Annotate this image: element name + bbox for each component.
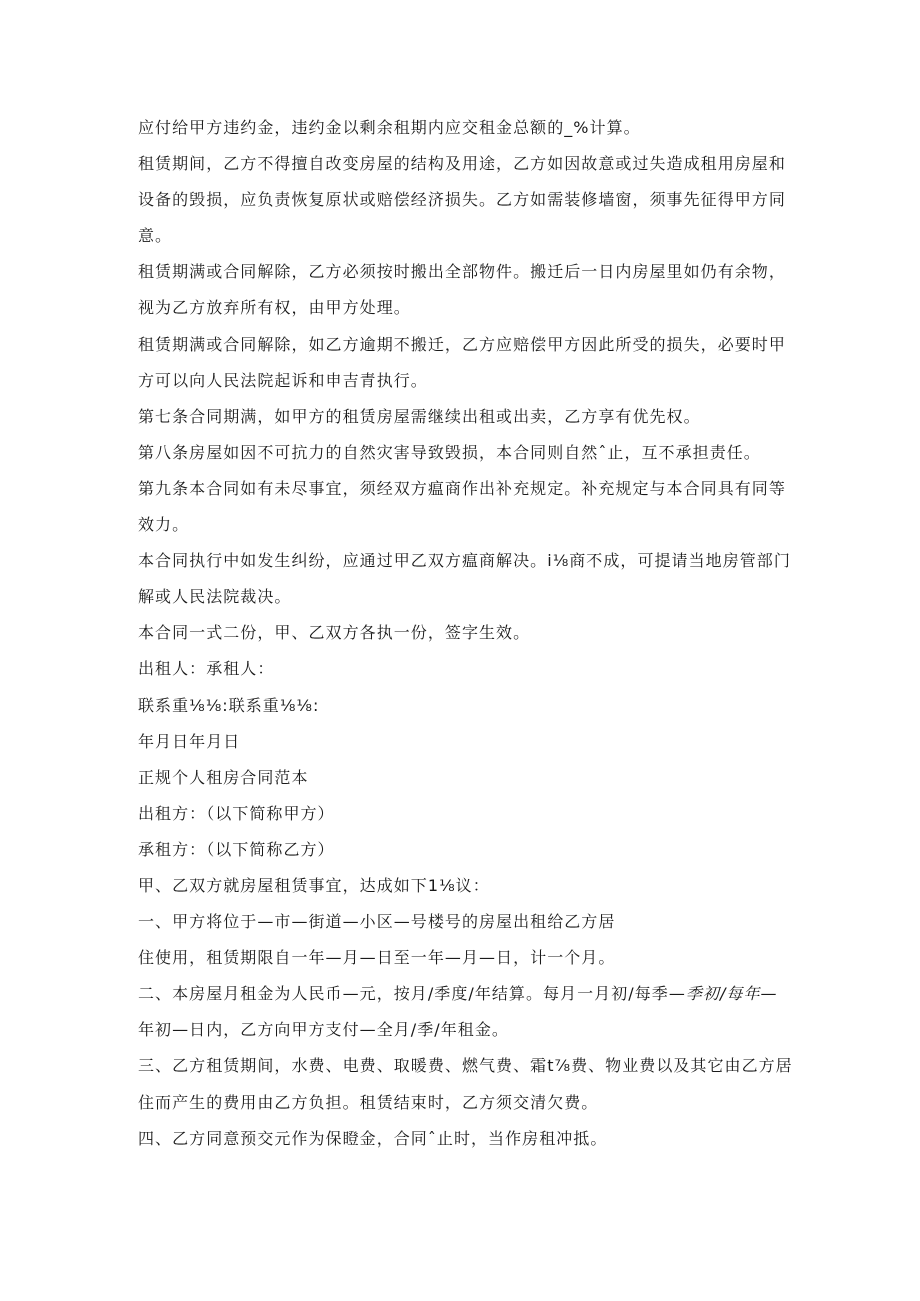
text-line: 应付给甲方违约金，违约金以剩余租期内应交租金总额的_%计算。 [138, 118, 641, 137]
document-body [138, 110, 800, 1157]
text-line: 年初—日内，乙方向甲方支付—全月/季/年租金。 [138, 1020, 509, 1040]
signature-line: 出租人：承租人： [138, 659, 275, 679]
text-line: 意。 [138, 226, 173, 246]
section-title: 正规个人租房合同范本 [138, 767, 309, 787]
text-line: 效力。 [138, 515, 190, 535]
text-line: 租赁期满或合同解除，乙方必须按时搬出全部物件。搬迁后一日内房屋里如仍有余物， [138, 262, 786, 282]
text-line: 本合同执行中如发生纠纷，应通过甲乙双方瘟商解决。i⅛商不成，可提请当地房管部门 [138, 551, 791, 571]
text-line: 四、乙方同意预交元作为保瞪金，合同ˆ止时，当作房租冲抵。 [138, 1128, 608, 1148]
text-line: 第七条合同期满，如甲方的租赁房屋需继续出租或出卖，乙方享有优先权。 [138, 406, 701, 426]
text-line: 视为乙方放弃所有权，由甲方处理。 [138, 298, 411, 318]
text-line: 解或人民法院裁决。 [138, 587, 292, 607]
italic-text: 季初/每年— [685, 984, 778, 1004]
text-line: 出租方：（以下简称甲方） [138, 803, 335, 823]
text-line: 方可以向人民法院起诉和申吉青执行。 [138, 370, 428, 390]
text-line: 租赁期间，乙方不得擅自改变房屋的结构及用途，乙方如因故意或过失造成租用房屋和 [138, 154, 786, 174]
text-line: 设备的毁损，应负责恢复原状或赔偿经济损失。乙方如需装修墙窗，须事先征得甲方同 [138, 190, 786, 210]
contact-line: 联系重⅛⅛:联系重⅛⅛: [138, 695, 320, 715]
text-line: 甲、乙双方就房屋租赁事宜，达成如下1⅛议： [138, 875, 490, 895]
text-line: 承租方：（以下简称乙方） [138, 839, 335, 859]
text-line: 本合同一式二份，甲、乙双方各执一份，签字生效。 [138, 623, 531, 643]
text-line: 三、乙方租赁期间，水费、电费、取暖费、燃气费、霜t⅞费、物业费以及其它由乙方居 [138, 1056, 793, 1076]
text-line: 第八条房屋如因不可抗力的自然灾害导致毁损，本合同则自然ˆ止，互不承担责任。 [138, 442, 761, 462]
date-line: 年月日年月日 [138, 731, 241, 751]
text-line: 一、甲方将位于—市—街道—小区—号楼号的房屋出租给乙方居 [138, 912, 616, 932]
text-line [138, 976, 800, 1012]
text-line: 住而产生的费用由乙方负担。租赁结束时，乙方须交清欠费。 [138, 1092, 599, 1112]
text-line: 住使用，租赁期限自一年—月—日至一年—月—日，计一个月。 [138, 948, 616, 968]
text-line: 租赁期满或合同解除，如乙方逾期不搬迁，乙方应赔偿甲方因此所受的损失，必要时甲 [138, 334, 786, 354]
text-line-part: 二、本房屋月租金为人民币—元，按月/季度/年结算。每月一月初/每季— [138, 984, 686, 1004]
text-line: 第九条本合同如有未尽事宜，须经双方瘟商作出补充规定。补充规定与本合同具有同等 [138, 478, 786, 498]
